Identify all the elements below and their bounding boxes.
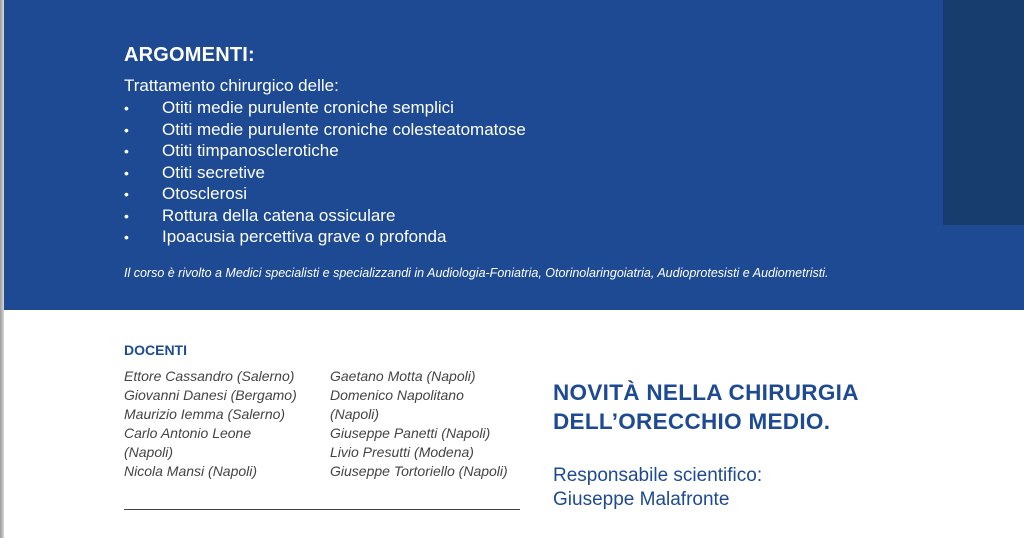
teacher-entry: Nicola Mansi (Napoli) (124, 463, 258, 479)
topic-item (124, 226, 526, 248)
scientific-director-label: Responsabile scientifico: (553, 465, 763, 486)
audience-note: Il corso è rivolto a Medici specialisti e specializzandi in Audiologia-Foniatria, Otorinolaringoiatria, Audioprotesisti e Audiometristi. (124, 266, 829, 280)
teacher-list-right (330, 367, 525, 481)
topic-list (124, 97, 526, 248)
topic-text: Otiti medie purulente croniche colesteatomatose (162, 119, 526, 139)
teacher-entry: Giuseppe Panetti (Napoli) (330, 425, 491, 441)
teacher-entry: Domenico Napolitano (330, 387, 464, 403)
docenti-divider (124, 509, 520, 510)
course-title-line-2: DELL’ORECCHIO MEDIO. (553, 409, 831, 434)
teacher-entry: Gaetano Motta (Napoli) (330, 368, 476, 384)
scientific-director-name: Giuseppe Malafronte (553, 489, 730, 510)
topic-text: Otiti medie purulente croniche semplici (162, 98, 454, 117)
bullet-icon: • (124, 143, 129, 159)
topic-item (124, 119, 526, 141)
topic-item (124, 140, 526, 162)
argomenti-heading: ARGOMENTI: (124, 44, 255, 66)
course-title (553, 378, 859, 436)
teacher-entry: (Napoli) (330, 406, 380, 422)
teacher-entry: Ettore Cassandro (Salerno) (124, 368, 295, 384)
docenti-heading: DOCENTI (124, 342, 187, 358)
argomenti-intro: Trattamento chirurgico delle: (124, 76, 339, 95)
bullet-icon: • (124, 207, 129, 224)
topic-text: Otiti timpanosclerotiche (162, 141, 339, 160)
corner-accent-block (943, 0, 1024, 225)
topic-item (124, 97, 526, 119)
teacher-entry: Livio Presutti (Modena) (330, 444, 474, 460)
teacher-entry: Maurizio Iemma (Salerno) (124, 406, 286, 422)
topic-text: Rottura della catena ossiculare (162, 205, 396, 225)
scientific-director (553, 464, 762, 512)
teacher-entry: Giovanni Danesi (Bergamo) (124, 387, 297, 403)
bullet-icon: • (124, 229, 129, 245)
topic-item (124, 162, 526, 184)
topic-text: Otiti secretive (162, 162, 265, 182)
bullet-icon: • (124, 186, 129, 202)
topic-item (124, 205, 526, 227)
bullet-icon: • (124, 164, 129, 181)
topic-text: Otosclerosi (162, 184, 248, 203)
teacher-entry: Carlo Antonio Leone (124, 425, 252, 441)
topic-item (124, 183, 526, 205)
topic-text: Ipoacusia percettiva grave o profonda (162, 227, 447, 246)
teacher-list-left (124, 367, 324, 481)
bullet-icon: • (124, 121, 129, 138)
teacher-entry: (Napoli) (124, 444, 174, 460)
bullet-icon: • (124, 100, 129, 116)
course-title-line-1: NOVITÀ NELLA CHIRURGIA (553, 380, 859, 405)
teacher-entry: Giuseppe Tortoriello (Napoli) (330, 463, 508, 479)
